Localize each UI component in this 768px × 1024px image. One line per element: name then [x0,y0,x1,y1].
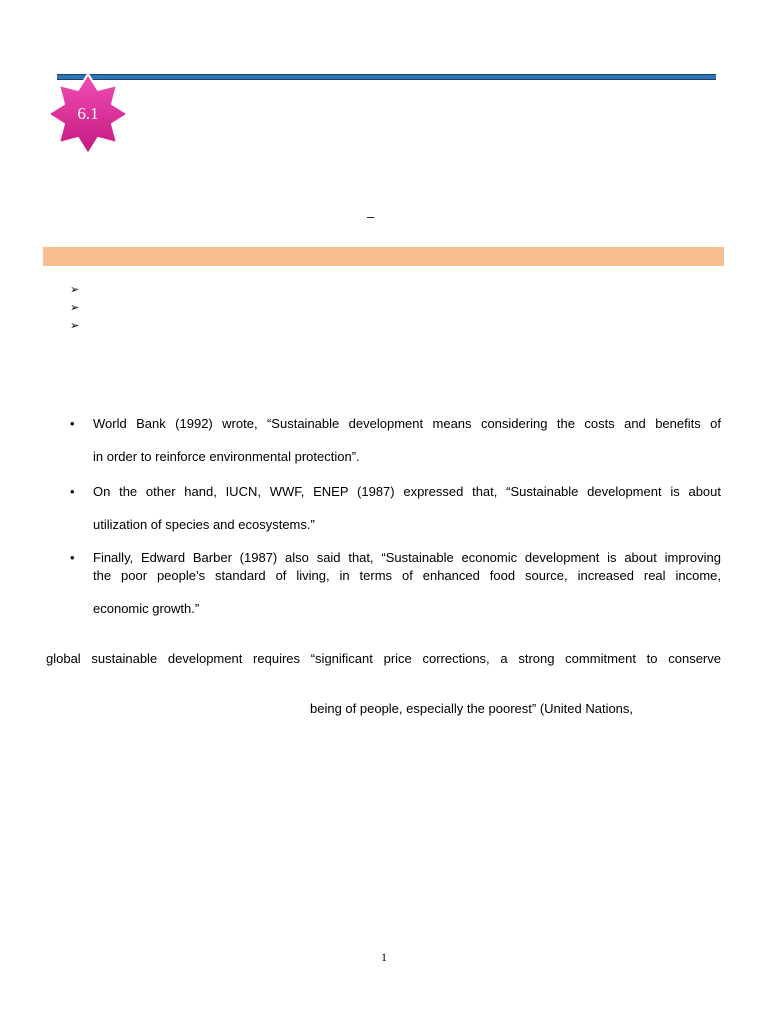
paragraph-line-2: being of people, especially the poorest” (United Nations, [310,701,634,716]
section-number: 6.1 [77,104,99,123]
bullet-icon: • [70,550,75,565]
section-number-badge [46,72,130,156]
iucn-quote-line-2: utilization of species and ecosystems.” [93,517,315,532]
page-number: 1 [381,950,387,964]
arrow-bullet-icon: ➢ [70,319,80,332]
iucn-quote-line-1: On the other hand, IUCN, WWF, ENEP (1987) expressed that, “Sustainable development is about [93,484,721,499]
barber-quote-line-3: economic growth.” [93,601,200,616]
arrow-bullet-icon: ➢ [70,283,80,296]
section-top-rule [57,74,716,80]
barber-quote-line-1: Finally, Edward Barber (1987) also said that, “Sustainable economic development is about improving [93,550,721,565]
world-bank-quote-line-2: in order to reinforce environmental protection”. [93,449,360,464]
bullet-icon: • [70,484,75,499]
bullet-icon: • [70,416,75,431]
heading-band [43,247,724,266]
arrow-bullet-icon: ➢ [70,301,80,314]
paragraph-line-1: global sustainable development requires “significant price corrections, a strong commitment to conserve [46,651,721,666]
barber-quote-line-2: the poor people’s standard of living, in terms of enhanced food source, increased real income, [93,568,721,583]
title-dash: – [367,209,375,224]
world-bank-quote-line-1: World Bank (1992) wrote, “Sustainable development means considering the costs and benefits of [93,416,721,431]
